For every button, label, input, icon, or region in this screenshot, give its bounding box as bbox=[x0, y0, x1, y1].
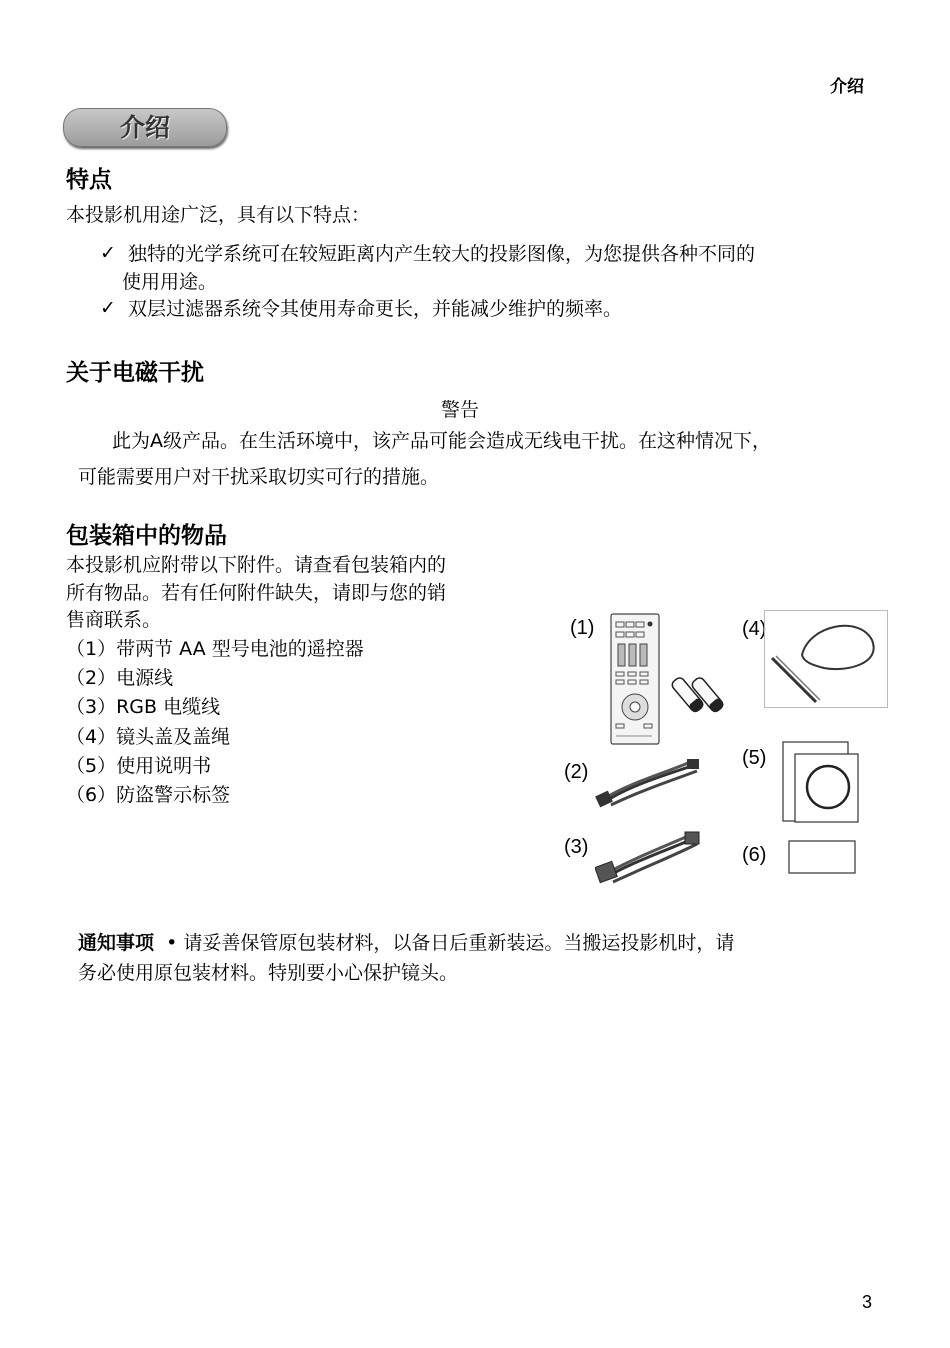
section-title-pill: 介绍 bbox=[63, 108, 227, 147]
feature-bullet-1-line1: 独特的光学系统可在较短距离内产生较大的投影图像，为您提供各种不同的 bbox=[128, 243, 756, 265]
notice-label: 通知事项 bbox=[78, 932, 155, 954]
figure-label-1: (1) bbox=[570, 617, 595, 639]
check-icon: ✓ bbox=[100, 242, 116, 264]
security-label-illustration bbox=[788, 840, 858, 876]
notice-block bbox=[78, 928, 734, 988]
contents-intro-3: 售商联系。 bbox=[66, 609, 162, 631]
figure-label-3: (3) bbox=[564, 836, 589, 858]
features-intro: 本投影机用途广泛，具有以下特点： bbox=[66, 204, 371, 226]
contents-item: （3）RGB 电缆线 bbox=[66, 696, 221, 718]
figure-label-6: (6) bbox=[742, 844, 767, 866]
warning-line-2: 可能需要用户对干扰采取切实可行的措施。 bbox=[78, 466, 440, 488]
emi-heading: 关于电磁干扰 bbox=[66, 360, 204, 386]
user-manual-illustration bbox=[780, 740, 860, 824]
figure-label-2: (2) bbox=[564, 761, 589, 783]
notice-text-1: • 请妥善保管原包装材料，以备日后重新装运。当搬运投影机时，请 bbox=[166, 932, 735, 954]
warning-line-1: 此为A级产品。在生活环境中，该产品可能会造成无线电干扰。在这种情况下， bbox=[112, 430, 771, 452]
warning-title: 警告 bbox=[440, 399, 479, 421]
contents-item: （1）带两节 AA 型号电池的遥控器 bbox=[66, 638, 364, 660]
contents-heading: 包装箱中的物品 bbox=[66, 523, 227, 549]
contents-intro-1: 本投影机应附带以下附件。请查看包装箱内的 bbox=[66, 554, 447, 576]
remote-control-illustration bbox=[604, 612, 744, 747]
figure-label-5: (5) bbox=[742, 747, 767, 769]
contents-intro-2: 所有物品。若有任何附件缺失，请即与您的销 bbox=[66, 582, 447, 604]
contents-item: （4）镜头盖及盖绳 bbox=[66, 726, 231, 748]
page-number: 3 bbox=[861, 1292, 872, 1312]
features-heading: 特点 bbox=[66, 167, 112, 193]
feature-bullet-1-line2: 使用用途。 bbox=[122, 271, 218, 293]
contents-item: （5）使用说明书 bbox=[66, 755, 212, 777]
check-icon: ✓ bbox=[100, 297, 116, 319]
contents-item: （6）防盗警示标签 bbox=[66, 784, 231, 806]
power-cord-illustration bbox=[595, 753, 703, 813]
rgb-cable-illustration bbox=[595, 828, 703, 890]
notice-line-1 bbox=[78, 928, 734, 958]
feature-bullet-2: 双层过滤器系统令其使用寿命更长，并能减少维护的频率。 bbox=[128, 298, 623, 320]
contents-item: （2）电源线 bbox=[66, 667, 174, 689]
feature-bullet-1 bbox=[122, 240, 888, 296]
figure-label-4: (4) bbox=[742, 618, 767, 640]
running-header: 介绍 bbox=[830, 77, 864, 97]
lens-cap-strap-illustration bbox=[764, 610, 888, 710]
notice-line-2: 务必使用原包装材料。特别要小心保护镜头。 bbox=[78, 962, 459, 984]
